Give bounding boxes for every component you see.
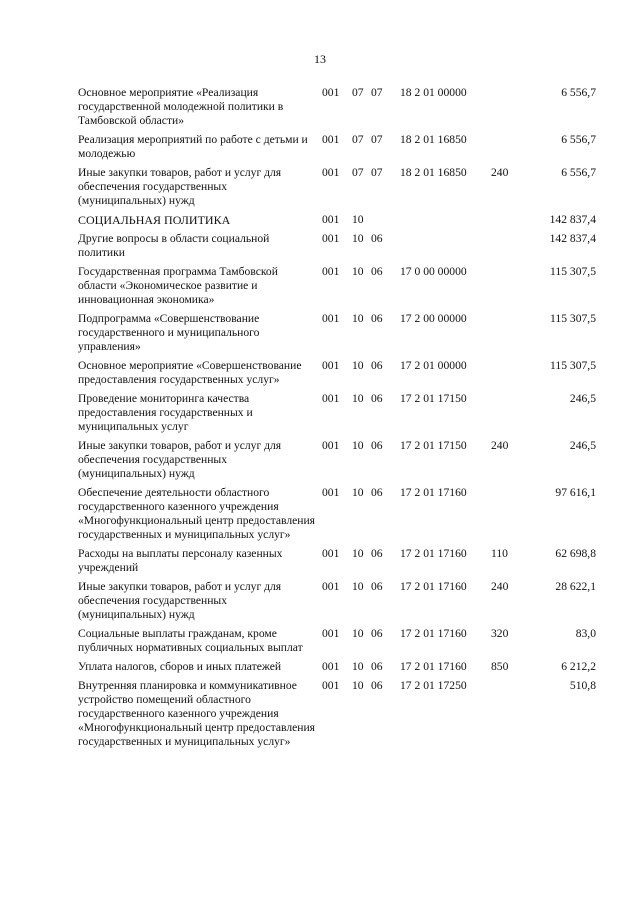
row-name: Иные закупки товаров, работ и услуг для обеспечения государственных (муниципальных) нужд [78,580,282,621]
table-row [0,679,640,749]
ved-code: 001 [322,133,340,146]
ved-code: 001 [322,86,340,99]
section-code: 07 [352,166,364,179]
budget-table [0,86,640,754]
section-code: 10 [352,547,364,560]
row-name: Обеспечение деятельности областного государственного казенного учреждения «Многофункциональный центр предоставления государственных и муниципальных услуг» [78,486,315,541]
table-row [0,312,640,354]
row-name: Другие вопросы в области социальной политики [78,232,270,259]
target-article-code: 17 2 01 17160 [400,627,467,640]
amount-value: 115 307,5 [550,312,596,325]
table-row [0,166,640,208]
subsection-code: 07 [371,166,383,179]
amount-value: 510,8 [569,679,596,692]
subsection-code: 06 [371,392,383,405]
target-article-code: 17 2 01 17160 [400,660,467,673]
section-code: 10 [352,627,364,640]
section-code: 10 [352,213,364,226]
subsection-code: 06 [371,232,383,245]
amount-value: 6 212,2 [561,660,596,673]
target-article-code: 18 2 01 16850 [400,166,467,179]
row-name: Подпрограмма «Совершенствование государственного и муниципального управления» [78,312,260,353]
row-name: Основное мероприятие «Совершенствование предоставления государственных услуг» [78,359,302,386]
row-name: Иные закупки товаров, работ и услуг для обеспечения государственных (муниципальных) нужд [78,439,282,480]
expense-type-code: 320 [491,627,509,640]
ved-code: 001 [322,213,340,226]
row-name: Внутренняя планировка и коммуникативное устройство помещений областного государственного казенного учреждения «Многофункциональный центр предоставления государственных и муниципальных услуг» [78,679,315,748]
table-row [0,486,640,542]
ved-code: 001 [322,660,340,673]
target-article-code: 17 2 01 17160 [400,547,467,560]
section-code: 10 [352,486,364,499]
target-article-code: 17 2 01 17250 [400,679,467,692]
subsection-code: 06 [371,265,383,278]
amount-value: 6 556,7 [561,86,596,99]
expense-type-code: 110 [491,547,508,560]
target-article-code: 17 0 00 00000 [400,265,467,278]
subsection-code: 07 [371,86,383,99]
amount-value: 115 307,5 [550,265,596,278]
subsection-code: 06 [371,627,383,640]
amount-value: 142 837,4 [549,232,596,245]
ved-code: 001 [322,580,340,593]
table-row [0,392,640,434]
section-code: 10 [352,660,364,673]
ved-code: 001 [322,166,340,179]
table-row [0,359,640,387]
subsection-code: 06 [371,486,383,499]
subsection-code: 06 [371,580,383,593]
target-article-code: 17 2 01 00000 [400,359,467,372]
table-row [0,547,640,575]
subsection-code: 07 [371,133,383,146]
page-number: 13 [314,52,326,66]
target-article-code: 17 2 00 00000 [400,312,467,325]
section-code: 10 [352,679,364,692]
target-article-code: 18 2 01 00000 [400,86,467,99]
amount-value: 6 556,7 [561,133,596,146]
ved-code: 001 [322,547,340,560]
amount-value: 97 616,1 [555,486,596,499]
table-row [0,439,640,481]
row-name: Расходы на выплаты персоналу казенных учреждений [78,547,283,574]
section-code: 07 [352,133,364,146]
subsection-code: 06 [371,439,383,452]
subsection-code: 06 [371,312,383,325]
amount-value: 115 307,5 [550,359,596,372]
amount-value: 142 837,4 [549,213,596,226]
target-article-code: 18 2 01 16850 [400,133,467,146]
row-name: Реализация мероприятий по работе с детьми и молодежью [78,133,308,160]
expense-type-code: 240 [491,166,509,179]
section-code: 10 [352,312,364,325]
section-code: 10 [352,265,364,278]
section-code: 10 [352,359,364,372]
amount-value: 83,0 [575,627,596,640]
row-name: Уплата налогов, сборов и иных платежей [78,660,282,673]
section-code: 10 [352,580,364,593]
amount-value: 62 698,8 [555,547,596,560]
target-article-code: 17 2 01 17150 [400,439,467,452]
table-row [0,232,640,260]
amount-value: 246,5 [569,439,596,452]
amount-value: 6 556,7 [561,166,596,179]
ved-code: 001 [322,439,340,452]
table-row [0,213,640,227]
row-name: Государственная программа Тамбовской области «Экономическое развитие и инновационная экономика» [78,265,278,306]
subsection-code: 06 [371,679,383,692]
section-code: 07 [352,86,364,99]
subsection-code: 06 [371,547,383,560]
ved-code: 001 [322,232,340,245]
ved-code: 001 [322,627,340,640]
section-code: 10 [352,392,364,405]
expense-type-code: 240 [491,439,509,452]
table-row [0,660,640,674]
ved-code: 001 [322,392,340,405]
target-article-code: 17 2 01 17160 [400,580,467,593]
ved-code: 001 [322,312,340,325]
row-name: Основное мероприятие «Реализация государственной молодежной политики в Тамбовской области» [78,86,284,127]
target-article-code: 17 2 01 17150 [400,392,467,405]
section-code: 10 [352,439,364,452]
table-row [0,86,640,128]
subsection-code: 06 [371,660,383,673]
table-row [0,580,640,622]
row-name: СОЦИАЛЬНАЯ ПОЛИТИКА [78,213,231,227]
row-name: Проведение мониторинга качества предоставления государственных и муниципальных услуг [78,392,253,433]
section-code: 10 [352,232,364,245]
ved-code: 001 [322,359,340,372]
target-article-code: 17 2 01 17160 [400,486,467,499]
amount-value: 246,5 [569,392,596,405]
row-name: Иные закупки товаров, работ и услуг для обеспечения государственных (муниципальных) нужд [78,166,282,207]
row-name: Социальные выплаты гражданам, кроме публичных нормативных социальных выплат [78,627,303,654]
ved-code: 001 [322,679,340,692]
amount-value: 28 622,1 [555,580,596,593]
expense-type-code: 850 [491,660,509,673]
ved-code: 001 [322,486,340,499]
table-row [0,265,640,307]
table-row [0,627,640,655]
expense-type-code: 240 [491,580,509,593]
subsection-code: 06 [371,359,383,372]
table-row [0,133,640,161]
ved-code: 001 [322,265,340,278]
